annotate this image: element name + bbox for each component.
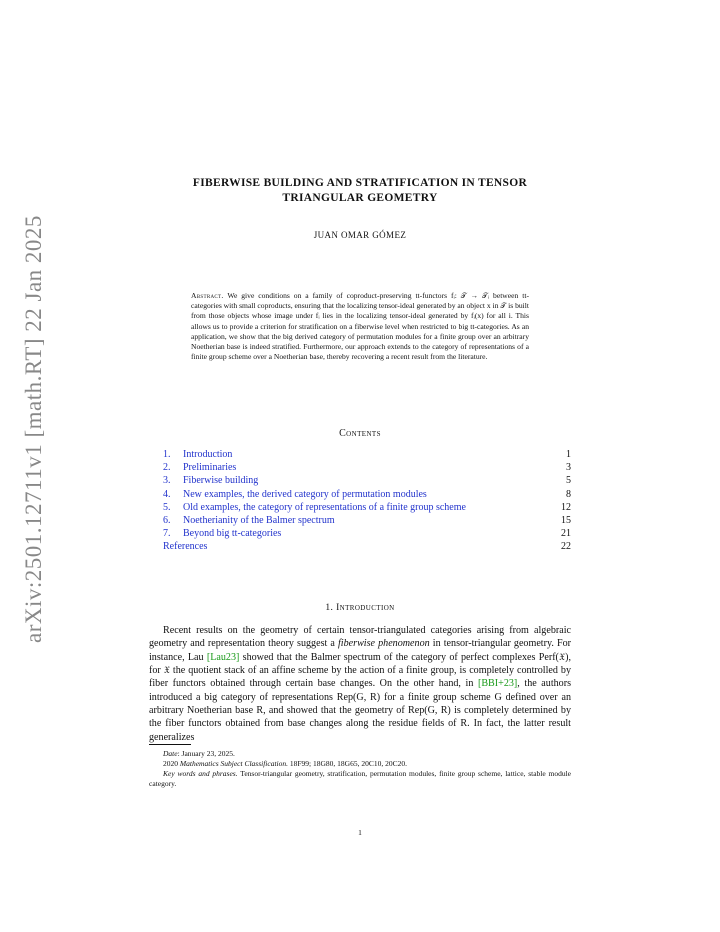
footnote-date: Date: January 23, 2025.: [163, 749, 235, 758]
footnote-divider: [149, 744, 191, 745]
toc-page-number: 3: [566, 462, 571, 474]
toc-page-number: 21: [561, 528, 571, 540]
toc-link-old-examples[interactable]: 5. Old examples, the category of representations of a finite group scheme: [163, 501, 466, 513]
arxiv-stamp: [14, 214, 54, 644]
toc-row: [163, 514, 571, 527]
toc-row: [163, 540, 571, 553]
toc-link-new-examples[interactable]: 4. New examples, the derived category of permutation modules: [163, 488, 427, 500]
title-line-1: FIBERWISE BUILDING AND STRATIFICATION IN TENSOR: [192, 177, 528, 189]
toc-page-number: 15: [561, 514, 571, 526]
toc-link-references[interactable]: References: [163, 541, 208, 553]
toc-link-fiberwise-building[interactable]: 3. Fiberwise building: [163, 475, 259, 487]
citation-link-lau23[interactable]: [Lau23]: [206, 651, 240, 663]
toc-row: [163, 501, 571, 514]
citation-link-bbi23[interactable]: [BBI+23]: [477, 678, 518, 690]
table-of-contents: [163, 448, 571, 554]
section-heading-introduction: 1. Introduction: [325, 603, 395, 613]
toc-link-preliminaries[interactable]: 2. Preliminaries: [163, 462, 237, 474]
introduction-paragraph: Recent results on the geometry of certain tensor-triangulated categories arising from algebraic geometry and representation theory suggest a fiberwise phenomenon in tensor-triangular geometry. For instance, Lau [Lau23] showed that the Balmer spectrum of the category of perfect complexes Perf(𝔛), for 𝔛 the quotient stack of an affine scheme by the action of a finite group, is completely controlled by fiber functors obtained through certain base changes. On the other hand, in [BBI+23], the authors introduced a big category of representations Rep(G, R) for a finite group scheme G defined over an arbitrary Noetherian base R, and showed that the geometry of Rep(G, R) is completely determined by the fiber functors obtained from base changes along the residue fields of R. In fact, the latter result generalizes: [149, 625, 572, 743]
page-number: 1: [358, 828, 362, 837]
footnote-msc: 2020 Mathematics Subject Classification. 18F99; 18G80, 18G65, 20C10, 20C20.: [163, 759, 407, 768]
author-name: JUAN OMAR GÓMEZ: [313, 230, 407, 240]
toc-page-number: 22: [561, 541, 571, 553]
footnotes: [149, 749, 571, 789]
abstract: [191, 291, 529, 362]
footnote-keywords: Key words and phrases. Tensor-triangular geometry, stratification, permutation modules, finite group scheme, lattice, stable module category.: [149, 769, 571, 788]
toc-page-number: 12: [561, 501, 571, 513]
toc-row: [163, 474, 571, 487]
toc-row: [163, 488, 571, 501]
toc-row: [163, 461, 571, 474]
paper-title: [150, 176, 570, 206]
abstract-text: We give conditions on a family of coproduct-preserving tt-functors fᵢ: 𝒯 → 𝒯ᵢ between tt-categories with small coproducts, ensuring that the localizing tensor-ideal generated by an object x in 𝒯 is built from those objects whose image under fᵢ lies in the localizing tensor-ideal generated by fᵢ(x) for all i. This allows us to provide a criterion for stratification on a fiberwise level when restricted to big tt-categories. As an application, we show that the big derived category of permutation modules for a finite group over an arbitrary Noetherian base is indeed stratified. Furthermore, our approach extends to the category of representations of a finite group scheme over a Noetherian base, thereby recovering a recent result from the literature.: [191, 291, 530, 362]
toc-link-beyond-big-tt[interactable]: 7. Beyond big tt-categories: [163, 528, 282, 540]
title-line-2: TRIANGULAR GEOMETRY: [282, 192, 438, 204]
toc-page-number: 8: [566, 488, 571, 500]
toc-link-introduction[interactable]: 1. Introduction: [163, 449, 233, 460]
toc-row: [163, 527, 571, 540]
emphasis-text: fiberwise phenomenon: [338, 638, 430, 650]
arxiv-identifier: arXiv:2501.12711v1 [math.RT] 22 Jan 2025: [21, 215, 47, 643]
toc-row: [163, 448, 571, 461]
toc-link-noetherianity[interactable]: 6. Noetherianity of the Balmer spectrum: [163, 514, 335, 526]
contents-heading: Contents: [339, 428, 381, 439]
toc-page-number: 5: [566, 475, 571, 487]
abstract-label: Abstract.: [191, 291, 224, 300]
toc-page-number: 1: [566, 449, 571, 460]
